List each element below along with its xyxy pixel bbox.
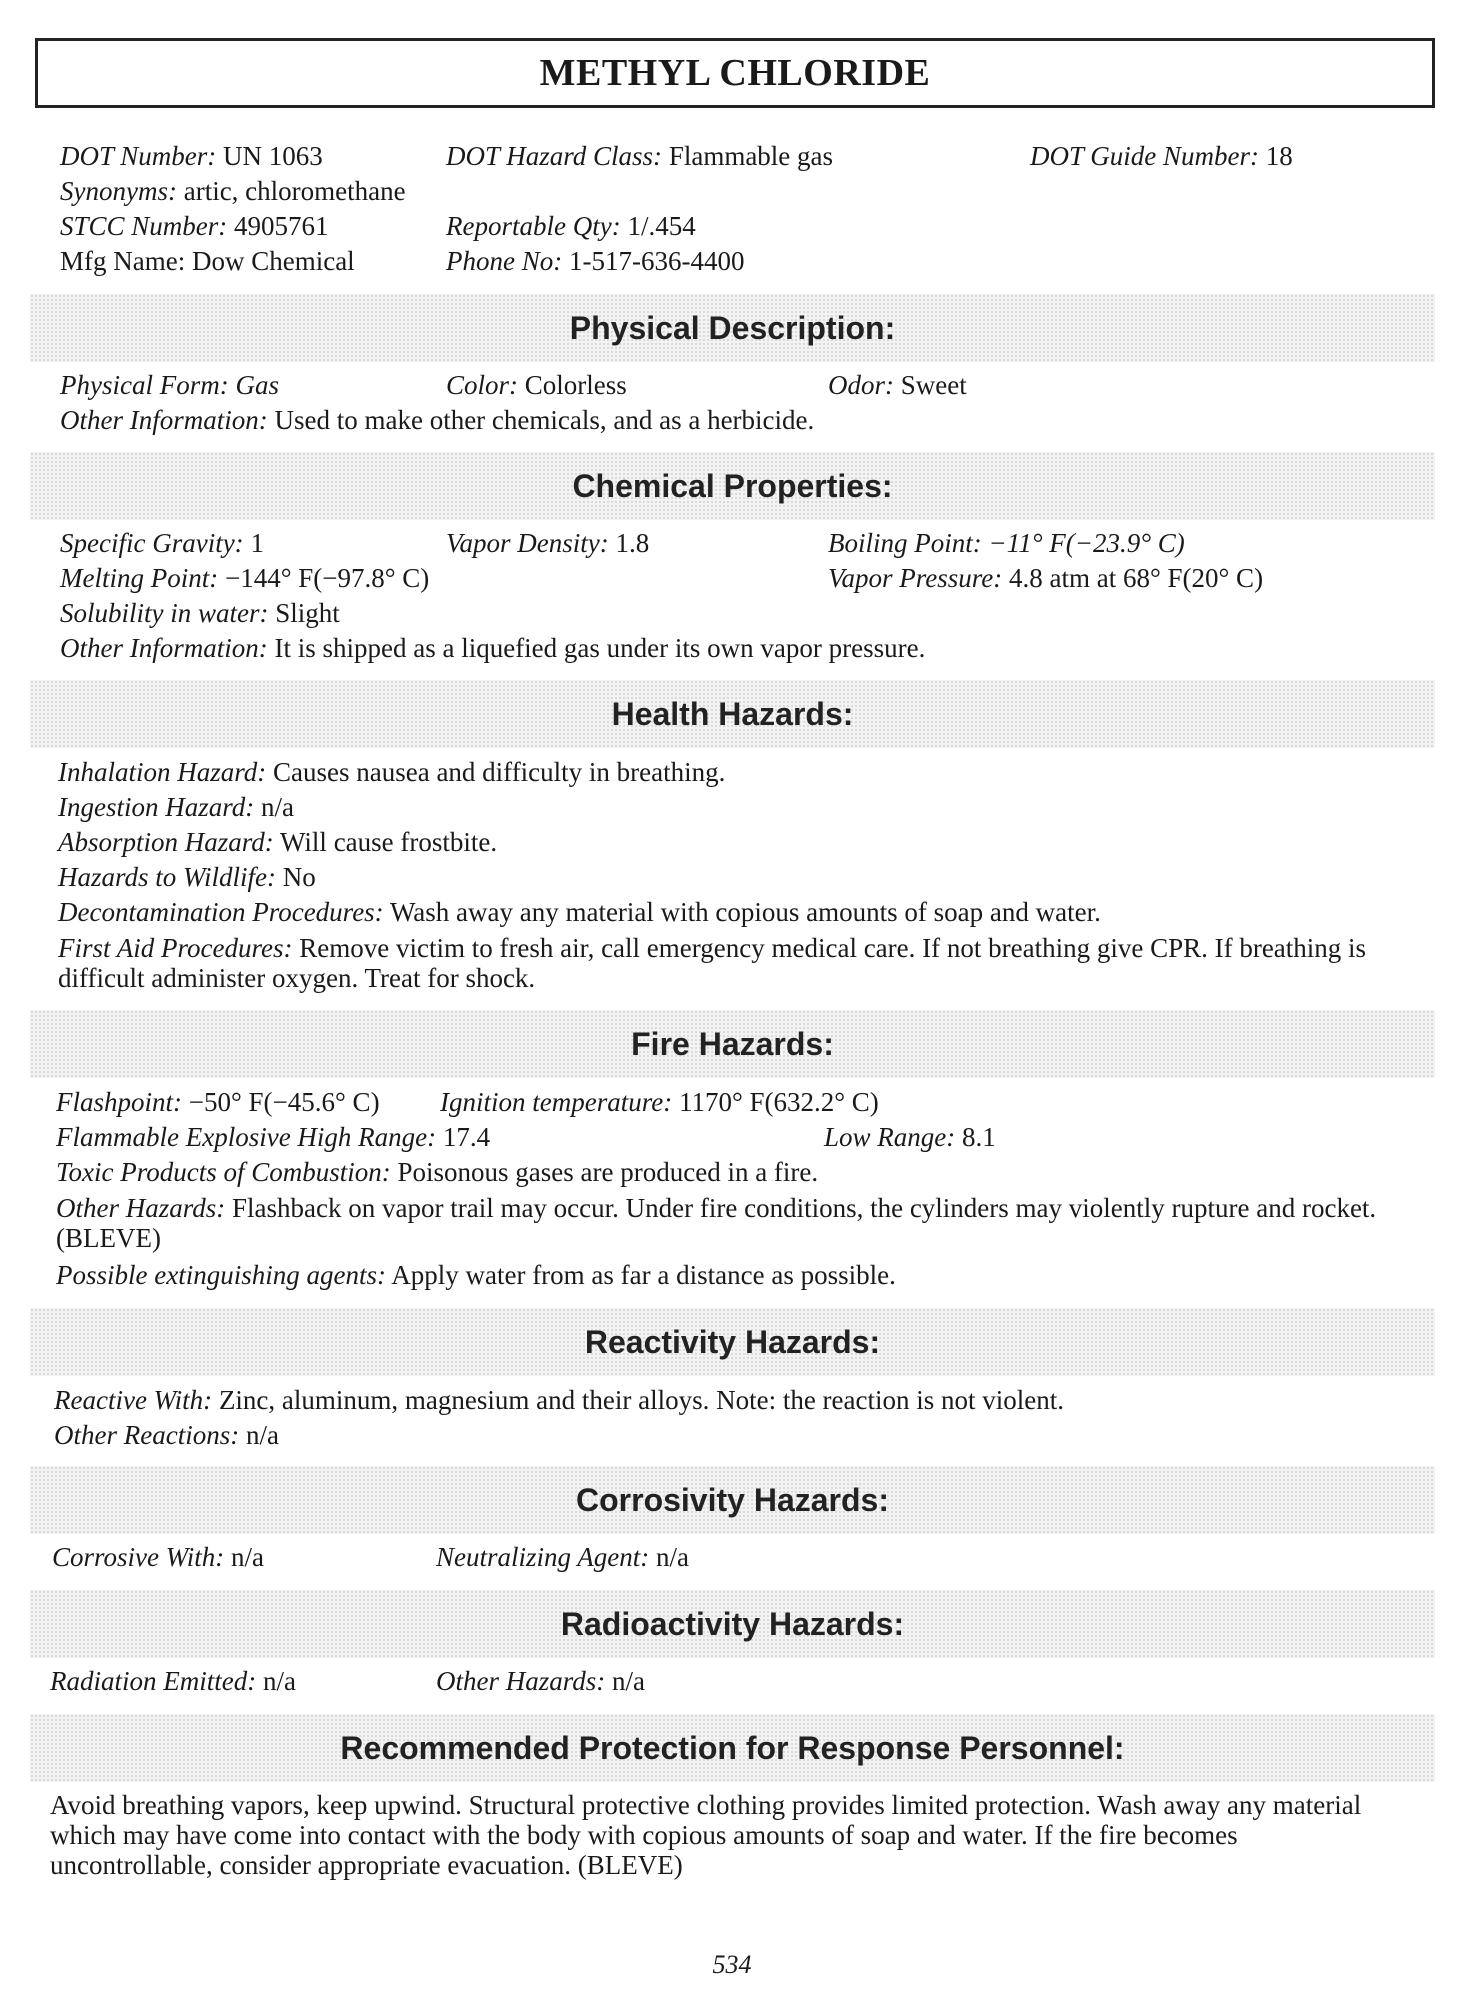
mfg-name: Mfg Name: Dow Chemical (60, 246, 355, 276)
neutralizing-agent: Neutralizing Agent: n/a (436, 1542, 689, 1572)
physical-form: Physical Form: Gas (60, 370, 279, 400)
section-heading-protection: Recommended Protection for Response Personnel: (30, 1714, 1435, 1782)
specific-gravity: Specific Gravity: 1 (60, 528, 264, 558)
stcc-number: STCC Number: 4905761 (60, 211, 329, 241)
boiling-point: Boiling Point: −11° F(−23.9° C) (828, 528, 1185, 558)
section-heading-physical: Physical Description: (30, 294, 1435, 362)
phone-number: Phone No: 1-517-636-4400 (446, 246, 745, 276)
radioactivity-other-hazards: Other Hazards: n/a (436, 1666, 646, 1696)
synonyms: Synonyms: artic, chloromethane (60, 176, 406, 206)
section-heading-chemical: Chemical Properties: (30, 452, 1435, 520)
melting-point: Melting Point: −144° F(−97.8° C) (60, 563, 430, 593)
inhalation-hazard: Inhalation Hazard: Causes nausea and difficulty in breathing. (58, 757, 726, 787)
fire-other-hazards: Other Hazards: Flashback on vapor trail may occur. Under fire conditions, the cylinders may violently rupture and rocket. (BLEVE) (56, 1193, 1377, 1253)
page-number: 534 (712, 1950, 752, 1979)
dot-hazard-class: DOT Hazard Class: Flammable gas (446, 141, 834, 171)
vapor-pressure: Vapor Pressure: 4.8 atm at 68° F(20° C) (828, 563, 1264, 593)
radiation-emitted: Radiation Emitted: n/a (50, 1666, 296, 1696)
color: Color: Colorless (446, 370, 627, 400)
document-title: METHYL CHLORIDE (35, 38, 1435, 108)
section-heading-reactivity: Reactivity Hazards: (30, 1308, 1435, 1376)
solubility: Solubility in water: Slight (60, 598, 340, 628)
toxic-products: Toxic Products of Combustion: Poisonous gases are produced in a fire. (56, 1157, 819, 1187)
decontamination-procedures: Decontamination Procedures: Wash away any material with copious amounts of soap and water. (58, 897, 1101, 927)
ingestion-hazard: Ingestion Hazard: n/a (58, 792, 294, 822)
section-heading-health: Health Hazards: (30, 680, 1435, 748)
section-heading-corrosivity: Corrosivity Hazards: (30, 1466, 1435, 1534)
section-heading-radioactivity: Radioactivity Hazards: (30, 1590, 1435, 1658)
dot-guide-number: DOT Guide Number: 18 (1030, 141, 1293, 171)
vapor-density: Vapor Density: 1.8 (446, 528, 650, 558)
flashpoint: Flashpoint: −50° F(−45.6° C) (56, 1087, 380, 1117)
reactive-with: Reactive With: Zinc, aluminum, magnesium and their alloys. Note: the reaction is not violent. (54, 1385, 1065, 1415)
ignition-temperature: Ignition temperature: 1170° F(632.2° C) (440, 1087, 879, 1117)
section-heading-fire: Fire Hazards: (30, 1010, 1435, 1078)
corrosive-with: Corrosive With: n/a (52, 1542, 264, 1572)
other-reactions: Other Reactions: n/a (54, 1420, 279, 1450)
wildlife-hazard: Hazards to Wildlife: No (58, 862, 316, 892)
physical-other-info: Other Information: Used to make other chemicals, and as a herbicide. (60, 405, 815, 435)
dot-number: DOT Number: UN 1063 (60, 141, 323, 171)
flammable-high-range: Flammable Explosive High Range: 17.4 (56, 1122, 491, 1152)
absorption-hazard: Absorption Hazard: Will cause frostbite. (58, 827, 498, 857)
flammable-low-range: Low Range: 8.1 (824, 1122, 996, 1152)
first-aid-procedures: First Aid Procedures: Remove victim to fresh air, call emergency medical care. If not breathing give CPR. If breathing is difficult administer oxygen. Treat for shock. (58, 933, 1367, 993)
protection-text: Avoid breathing vapors, keep upwind. Structural protective clothing provides limited protection. Wash away any material which may have come into contact with the body with copious amounts of soap and water. If the fire becomes uncontrollable, consider appropriate evacuation. (BLEVE) (50, 1790, 1362, 1880)
reportable-qty: Reportable Qty: 1/.454 (446, 211, 696, 241)
chemical-other-info: Other Information: It is shipped as a liquefied gas under its own vapor pressure. (60, 633, 926, 663)
odor: Odor: Sweet (828, 370, 967, 400)
extinguishing-agents: Possible extinguishing agents: Apply water from as far a distance as possible. (56, 1260, 896, 1290)
